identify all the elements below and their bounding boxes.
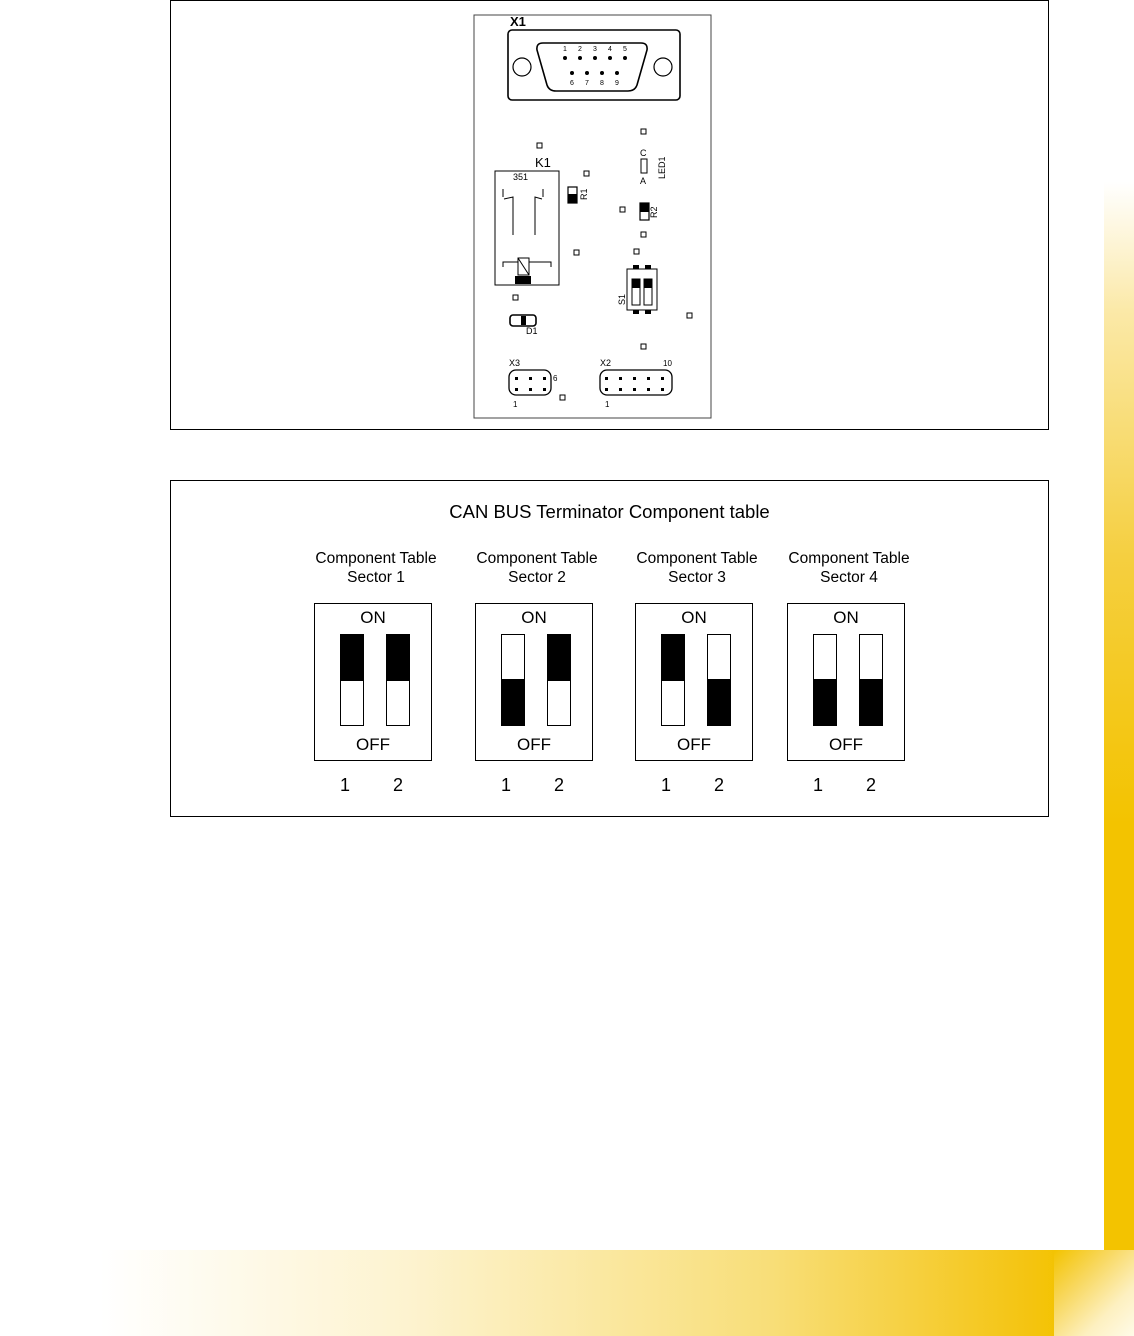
header-pin: [515, 388, 518, 391]
page-corner-decoration: [1054, 1250, 1134, 1336]
r2-pad-bottom: [641, 232, 646, 237]
s1-pad-right: [687, 313, 692, 318]
header-pin: [619, 388, 622, 391]
sector-heading-line2: Sector 1: [347, 569, 405, 586]
header-pin: [633, 377, 636, 380]
switch-number-1: 1: [501, 775, 512, 795]
sector-heading: [296, 549, 456, 587]
switch-2: [859, 634, 883, 726]
sector-2: [457, 549, 617, 795]
switch-knob: [661, 634, 685, 681]
header-pin: [543, 377, 546, 380]
x1-pin-number: 5: [623, 46, 627, 53]
sector-4: [769, 549, 929, 795]
k1-pad: [537, 143, 542, 148]
x2-pin-end-label: 10: [663, 359, 672, 368]
dip-switch-diagram: [787, 603, 905, 761]
on-label: ON: [360, 608, 386, 627]
x3-pad: [560, 395, 565, 400]
sector-heading-line1: Component Table: [636, 550, 758, 567]
r2-pad-left: [620, 207, 625, 212]
dip-switch-diagram: [635, 603, 753, 761]
header-pin: [605, 388, 608, 391]
sector-heading-line1: Component Table: [315, 550, 437, 567]
d1-label: D1: [526, 326, 538, 336]
switch-1: [340, 634, 364, 726]
s1-switch-2-knob: [644, 279, 652, 288]
switch-1: [661, 634, 685, 726]
component-table-title: CAN BUS Terminator Component table: [449, 501, 770, 522]
x3-header: [509, 370, 551, 395]
header-pin: [529, 377, 532, 380]
switch-knob: [859, 679, 883, 726]
r1-pad-bottom: [574, 250, 579, 255]
s1-label: S1: [617, 293, 627, 305]
page-accent-band-bottom: [100, 1250, 1134, 1336]
switch-knob: [386, 634, 410, 681]
s1-tab-bottom-right: [645, 310, 651, 314]
on-label: ON: [681, 608, 707, 627]
x1-pin: [578, 56, 582, 60]
r2-label: R2: [649, 206, 659, 218]
x1-pin: [593, 56, 597, 60]
x1-pin-number: 3: [593, 46, 597, 53]
switch-2: [707, 634, 731, 726]
x3-label: X3: [509, 358, 521, 368]
x2-pin-start-label: 1: [605, 400, 610, 409]
header-pin: [633, 388, 636, 391]
header-pin: [647, 377, 650, 380]
pcb-diagram-frame: [170, 0, 1049, 430]
x1-pin-number: 6: [570, 80, 574, 87]
sector-heading-line2: Sector 2: [508, 569, 566, 586]
x3-pin-start-label: 1: [513, 400, 518, 409]
led1-label: LED1: [657, 156, 667, 179]
d1-band: [521, 316, 526, 325]
header-pin: [647, 388, 650, 391]
x1-mount-hole-left: [513, 58, 531, 76]
r1-pad-top: [584, 171, 589, 176]
switch-knob: [501, 679, 525, 726]
header-pin: [515, 377, 518, 380]
x1-pin: [585, 71, 589, 75]
switch-knob: [707, 679, 731, 726]
x1-connector-d-shape: [537, 43, 647, 91]
s1-tab-bottom-left: [633, 310, 639, 314]
dip-switch-diagram: [475, 603, 593, 761]
switch-2: [386, 634, 410, 726]
switch-number-2: 2: [393, 775, 404, 795]
header-pin: [605, 377, 608, 380]
x1-pin-number: 9: [615, 80, 619, 87]
page-accent-band-right: [1104, 182, 1134, 1252]
k1-pad-bottom: [515, 276, 531, 284]
switch-knob: [813, 679, 837, 726]
switch-number-2: 2: [554, 775, 565, 795]
sector-heading: [617, 549, 777, 587]
switch-1: [501, 634, 525, 726]
r1-label: R1: [579, 188, 589, 200]
switch-number-1: 1: [340, 775, 351, 795]
x1-mount-hole-right: [654, 58, 672, 76]
s1-tab-top-right: [645, 265, 651, 269]
k1-code-label: 351: [513, 172, 529, 182]
sector-heading-line2: Sector 3: [668, 569, 726, 586]
header-pin: [619, 377, 622, 380]
on-label: ON: [833, 608, 859, 627]
x1-pin: [600, 71, 604, 75]
x1-pin-number: 1: [563, 46, 567, 53]
x1-pin: [608, 56, 612, 60]
r1-resistor-fill: [568, 194, 577, 203]
switch-number-2: 2: [866, 775, 877, 795]
sector-heading: [769, 549, 929, 587]
s1-switch-1-knob: [632, 279, 640, 288]
header-pin: [661, 388, 664, 391]
x1-pin: [570, 71, 574, 75]
sector-3: [617, 549, 777, 795]
on-label: ON: [521, 608, 547, 627]
x1-pin: [563, 56, 567, 60]
led1-pad-top: [641, 129, 646, 134]
x1-pin: [615, 71, 619, 75]
x2-label: X2: [600, 358, 612, 368]
x1-pin-number: 7: [585, 80, 589, 87]
off-label: OFF: [517, 735, 551, 754]
x1-pin: [623, 56, 627, 60]
x1-pin-number: 2: [578, 46, 582, 53]
led1-body: [641, 159, 647, 173]
sector-heading: [457, 549, 617, 587]
led1-c-label: C: [640, 148, 647, 158]
x1-pin-number: 4: [608, 46, 612, 53]
dip-switch-diagram: [314, 603, 432, 761]
off-label: OFF: [829, 735, 863, 754]
x1-pin-number: 8: [600, 80, 604, 87]
x2-pins: [605, 377, 664, 391]
x3-pin-end-label: 6: [553, 374, 558, 383]
s1-tab-top-left: [633, 265, 639, 269]
header-pin: [529, 388, 532, 391]
x1-pins: [563, 46, 627, 87]
off-label: OFF: [356, 735, 390, 754]
s1-pad-bottom: [641, 344, 646, 349]
switch-1: [813, 634, 837, 726]
k1-label: K1: [535, 155, 551, 170]
sector-1: [296, 549, 456, 795]
sector-heading-line1: Component Table: [788, 550, 910, 567]
d1-pad-top: [513, 295, 518, 300]
switch-knob: [547, 634, 571, 681]
sector-heading-line1: Component Table: [476, 550, 598, 567]
header-pin: [543, 388, 546, 391]
off-label: OFF: [677, 735, 711, 754]
pcb-diagram: [171, 1, 1048, 429]
k1-contact-right: [535, 189, 543, 235]
r2-resistor-fill: [640, 203, 649, 212]
k1-contact-left: [503, 189, 513, 235]
switch-knob: [340, 634, 364, 681]
component-table-frame: [170, 480, 1049, 817]
header-pin: [661, 377, 664, 380]
switch-number-1: 1: [813, 775, 824, 795]
switch-number-2: 2: [714, 775, 725, 795]
switch-number-1: 1: [661, 775, 672, 795]
s1-pad-top: [634, 249, 639, 254]
x2-header: [600, 370, 672, 395]
led1-a-label: A: [640, 176, 647, 186]
switch-2: [547, 634, 571, 726]
x1-label: X1: [510, 14, 526, 29]
sector-heading-line2: Sector 4: [820, 569, 878, 586]
x3-pins: [515, 377, 546, 391]
